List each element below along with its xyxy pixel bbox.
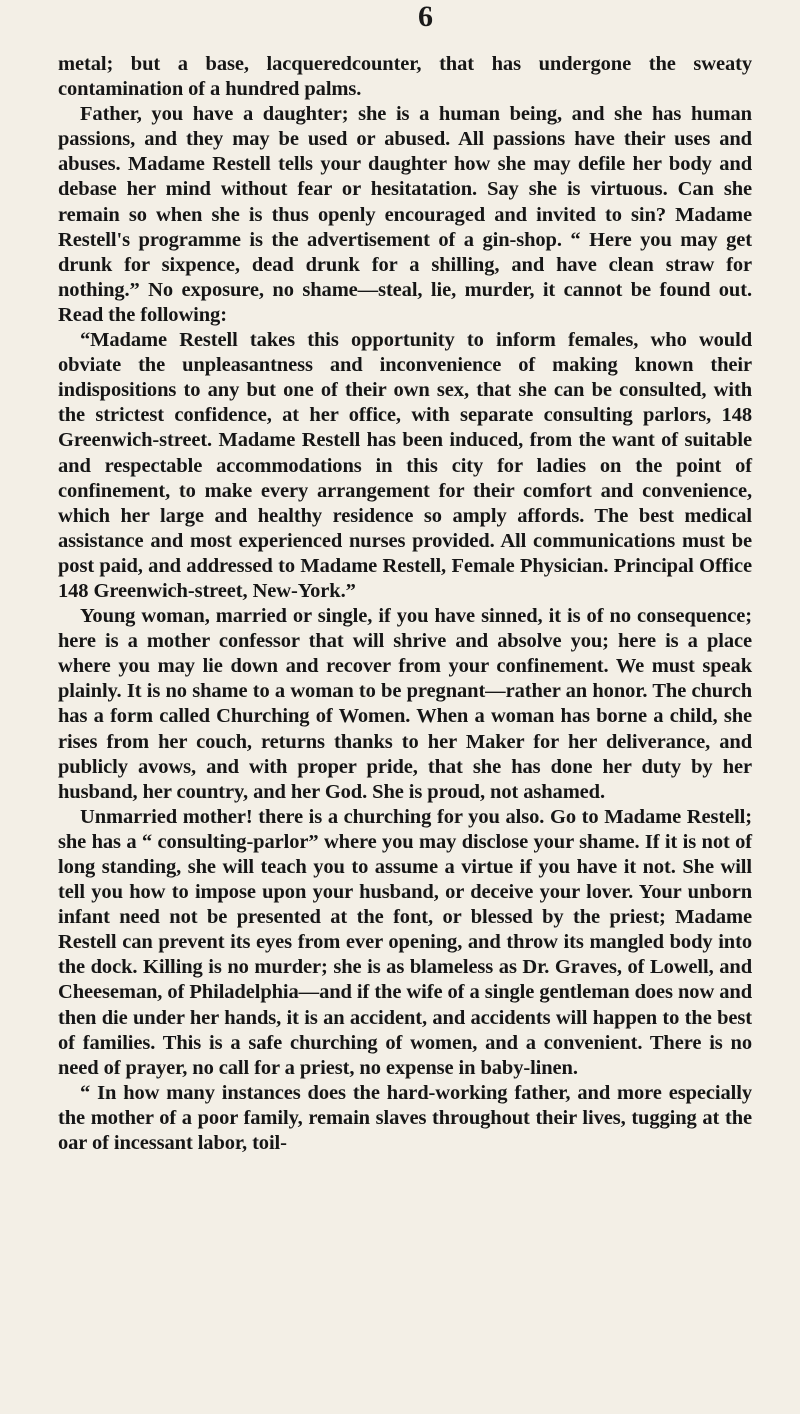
paragraph-5: Unmarried mother! there is a churching for you also. Go to Madame Restell; she has a “ consulting-parlor” where you may disclose your shame. If it is not of long standing, she will teach you to assume a virtue if you have it not. She will tell you how to impose upon your husband, or deceive your lover. Your unborn infant need not be presented at the font, or blessed by the priest; Madame Restell can prevent its eyes from ever opening, and throw its mangled body into the dock. Killing is no murder; she is as blameless as Dr. Graves, of Lowell, and Cheeseman, of Philadelphia—and if the wife of a single gentleman does now and then die under her hands, it is an accident, and accidents will happen to the best of families. This is a safe churching of women, and a convenient. There is no need of prayer, no call for a priest, no expense in baby-linen.	[58, 805, 752, 1079]
paragraph-6: “ In how many instances does the hard-working father, and more especially the mother of a poor family, remain slaves throughout their lives, tugging at the oar of incessant labor, toil-	[58, 1081, 752, 1155]
paragraph-3-advertisement-quote: “Madame Restell takes this opportunity to inform females, who would obviate the unpleasantness and inconvenience of making known their indispositions to any but one of their own sex, that she can be consulted, with the strictest confidence, at her office, with separate consulting parlors, 148 Greenwich-street. Madame Restell has been induced, from the want of suitable and respectable accommodations in this city for ladies on the point of confinement, to make every arrangement for their comfort and convenience, which her large and healthy residence so amply affords. The best medical assistance and most experienced nurses provided. All communications must be post paid, and addressed to Madame Restell, Female Physician. Principal Office 148 Greenwich-street, New-York.”	[58, 329, 752, 602]
paragraph-1: metal; but a base, lacqueredcounter, that has undergone the sweaty contamination of a hundred palms.	[58, 53, 752, 101]
paragraph-4: Young woman, married or single, if you have sinned, it is of no consequence; here is a mother confessor that will shrive and absolve you; here is a place where you may lie down and recover from your confinement. We must speak plainly. It is no shame to a woman to be pregnant—rather an honor. The church has a form called Churching of Women. When a woman has borne a child, she rises from her couch, returns thanks to her Maker for her deliverance, and publicly avows, and with proper pride, that she has done her duty by her husband, her country, and her God. She is proud, not ashamed.	[58, 605, 752, 803]
page-body-text	[58, 52, 752, 1156]
page-number: 6	[418, 0, 433, 33]
paragraph-2: Father, you have a daughter; she is a human being, and she has human passions, and they may be used or abused. All passions have their uses and abuses. Madame Restell tells your daughter how she may defile her body and debase her mind without fear or hesitatation. Say she is virtuous. Can she remain so when she is thus openly encouraged and invited to sin? Madame Restell's programme is the advertisement of a gin-shop. “ Here you may get drunk for sixpence, dead drunk for a shilling, and have clean straw for nothing.” No exposure, no shame—steal, lie, murder, it cannot be found out. Read the following:	[58, 103, 752, 326]
